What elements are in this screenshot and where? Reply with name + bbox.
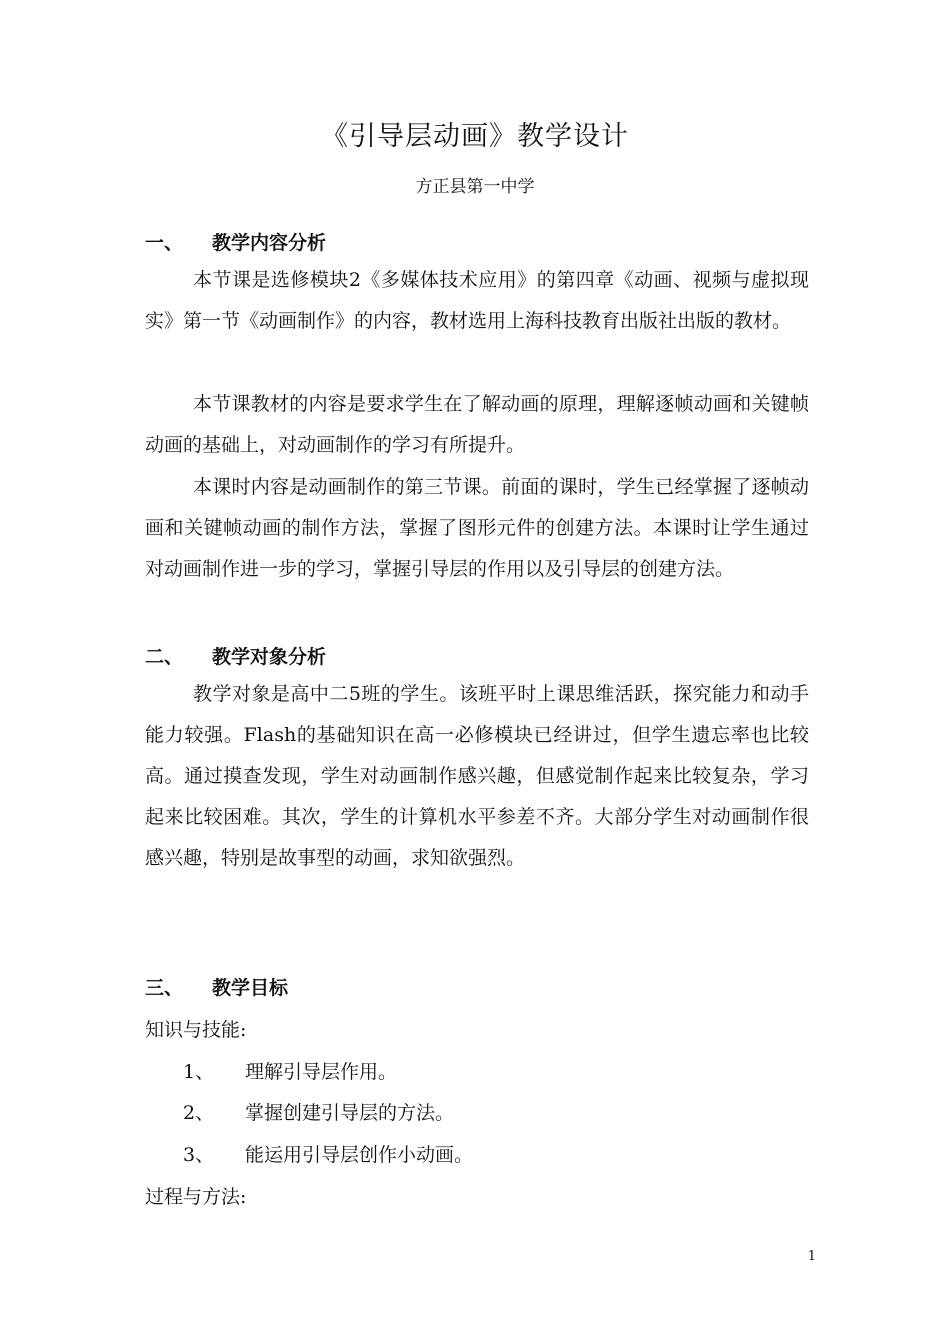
list-item: [183, 1140, 473, 1167]
list-item-number: 1、: [183, 1061, 215, 1083]
list-item-number: 2、: [183, 1102, 215, 1124]
list-item-text: 能运用引导层创作小动画。: [245, 1144, 474, 1166]
school-name: 方正县第一中学: [415, 177, 535, 197]
list-item: [183, 1057, 397, 1084]
list-item-text: 理解引导层作用。: [245, 1061, 398, 1083]
paragraph: 教学对象是高中二5班的学生。该班平时上课思维活跃，探究能力和动手能力较强。Flash的基础知识在高一必修模块已经讲过，但学生遗忘率也比较高。通过摸查发现，学生对动画制作感兴趣，但感觉制作起来比较复杂，学习起来比较困难。其次，学生的计算机水平参差不齐。大部分学生对动画制作很感兴趣，特别是故事型的动画，求知欲强烈。: [145, 683, 809, 869]
section-number: 一、: [145, 232, 184, 254]
list-item-number: 3、: [183, 1144, 215, 1166]
section-title: 教学目标: [212, 977, 289, 999]
process-methods-label: 过程与方法:: [145, 1186, 247, 1208]
document-title: 《引导层动画》教学设计: [321, 121, 629, 152]
section-heading-objectives: [145, 973, 288, 1000]
section-heading-audience-analysis: [145, 642, 326, 669]
section-number: 二、: [145, 646, 184, 668]
section-heading-content-analysis: [145, 228, 326, 255]
section-number: 三、: [145, 977, 184, 999]
paragraph: 本课时内容是动画制作的第三节课。前面的课时，学生已经掌握了逐帧动画和关键帧动画的制作方法，掌握了图形元件的创建方法。本课时让学生通过对动画制作进一步的学习，掌握引导层的作用以及引导层的创建方法。: [145, 476, 809, 580]
section-title: 教学对象分析: [212, 646, 327, 668]
paragraph: 本节课是选修模块2《多媒体技术应用》的第四章《动画、视频与虚拟现实》第一节《动画制作》的内容，教材选用上海科技教育出版社出版的教材。: [145, 269, 809, 332]
section-title: 教学内容分析: [212, 232, 327, 254]
list-item-text: 掌握创建引导层的方法。: [245, 1102, 455, 1124]
paragraph: 本节课教材的内容是要求学生在了解动画的原理，理解逐帧动画和关键帧动画的基础上，对动画制作的学习有所提升。: [145, 393, 809, 456]
page-number: 1: [807, 1249, 816, 1264]
knowledge-skills-label: 知识与技能:: [145, 1019, 247, 1041]
list-item: [183, 1098, 454, 1125]
